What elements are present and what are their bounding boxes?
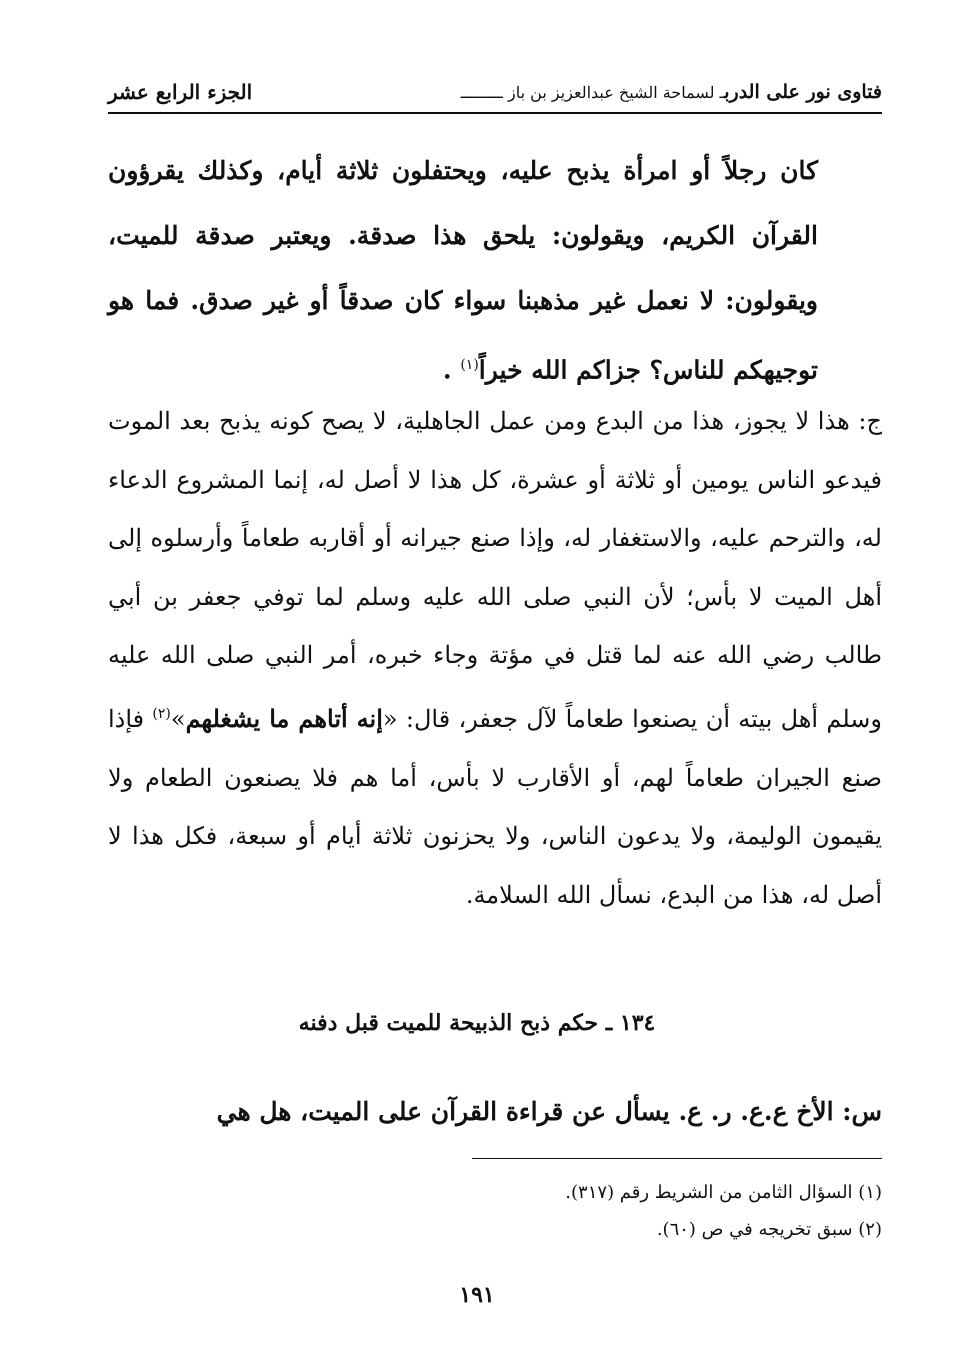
answer-paragraph	[108, 392, 882, 924]
header-part: الجزء الرابع عشر	[108, 80, 253, 104]
footnote-ref-2[interactable]: (٢)	[152, 705, 171, 722]
question-end: .	[442, 355, 452, 385]
quote-close: »	[170, 704, 186, 733]
page-number: ١٩١	[459, 1282, 495, 1308]
footnote-1: (١) السؤال الثامن من الشريط رقم (٣١٧).	[565, 1182, 882, 1203]
hadith-quote: إنه أتاهم ما يشغلهم	[185, 703, 383, 733]
question-paragraph	[108, 138, 818, 402]
question-text: كان رجلاً أو امرأة يذبح عليه، ويحتفلون ثلاثة أيام، وكذلك يقرؤون القرآن الكريم، ويقولون: يلحق هذا صدقة. ويعتبر صدقة للميت، ويقولون: لا نعمل غير مذهبنا سواء كان صدقاً أو غير صدق. فما هو توجيهكم للناس؟ جزاكم الله خيراً	[108, 156, 818, 385]
footnote-divider	[472, 1158, 882, 1159]
answer-text-part1: ج: هذا لا يجوز، هذا من البدع ومن عمل الجاهلية، لا يصح كونه يذبح بعد الموت فيدعو الناس يومين أو ثلاثة أو عشرة، كل هذا لا أصل له، إنما المشروع الدعاء له، والترحم عليه، والاستغفار له، وإذا صنع جيرانه أو أقاربه طعاماً وأرسلوه إلى أهل الميت لا بأس؛ لأن النبي صلى الله عليه وسلم لما توفي جعفر بن أبي طالب رضي الله عنه لما قتل في مؤتة وجاء خبره، أمر النبي صلى الله عليه وسلم أهل بيته أن يصنعوا طعاماً لآل جعفر، قال: «	[108, 407, 882, 733]
header-title: فتاوى نور على الدرب	[724, 81, 882, 103]
question-2-paragraph: س: الأخ ع.ع. ر. ع. يسأل عن قراءة القرآن على الميت، هل هي	[216, 1097, 882, 1126]
footnotes	[300, 1174, 882, 1248]
footnote-ref-1[interactable]: (١)	[460, 357, 479, 373]
running-header	[108, 72, 882, 114]
footnote-2: (٢) سبق تخريجه في ص (٦٠).	[656, 1219, 882, 1240]
header-title-group	[461, 81, 882, 103]
section-heading: ١٣٤ ـ حكم ذبح الذبيحة للميت قبل دفنه	[298, 1010, 656, 1036]
header-subtitle: ـ لسماحة الشيخ عبدالعزيز بن باز ـــــــــ	[460, 83, 725, 102]
answer-text-part2: فإذا صنع الجيران طعاماً لهم، أو الأقارب لا بأس، أما هم فلا يصنعون الطعام ولا يقيمون الوليمة، ولا يدعون الناس، ولا يحزنون ثلاثة أيام أو سبعة، فكل هذا لا أصل له، هذا من البدع، نسأل الله السلامة.	[108, 704, 882, 909]
